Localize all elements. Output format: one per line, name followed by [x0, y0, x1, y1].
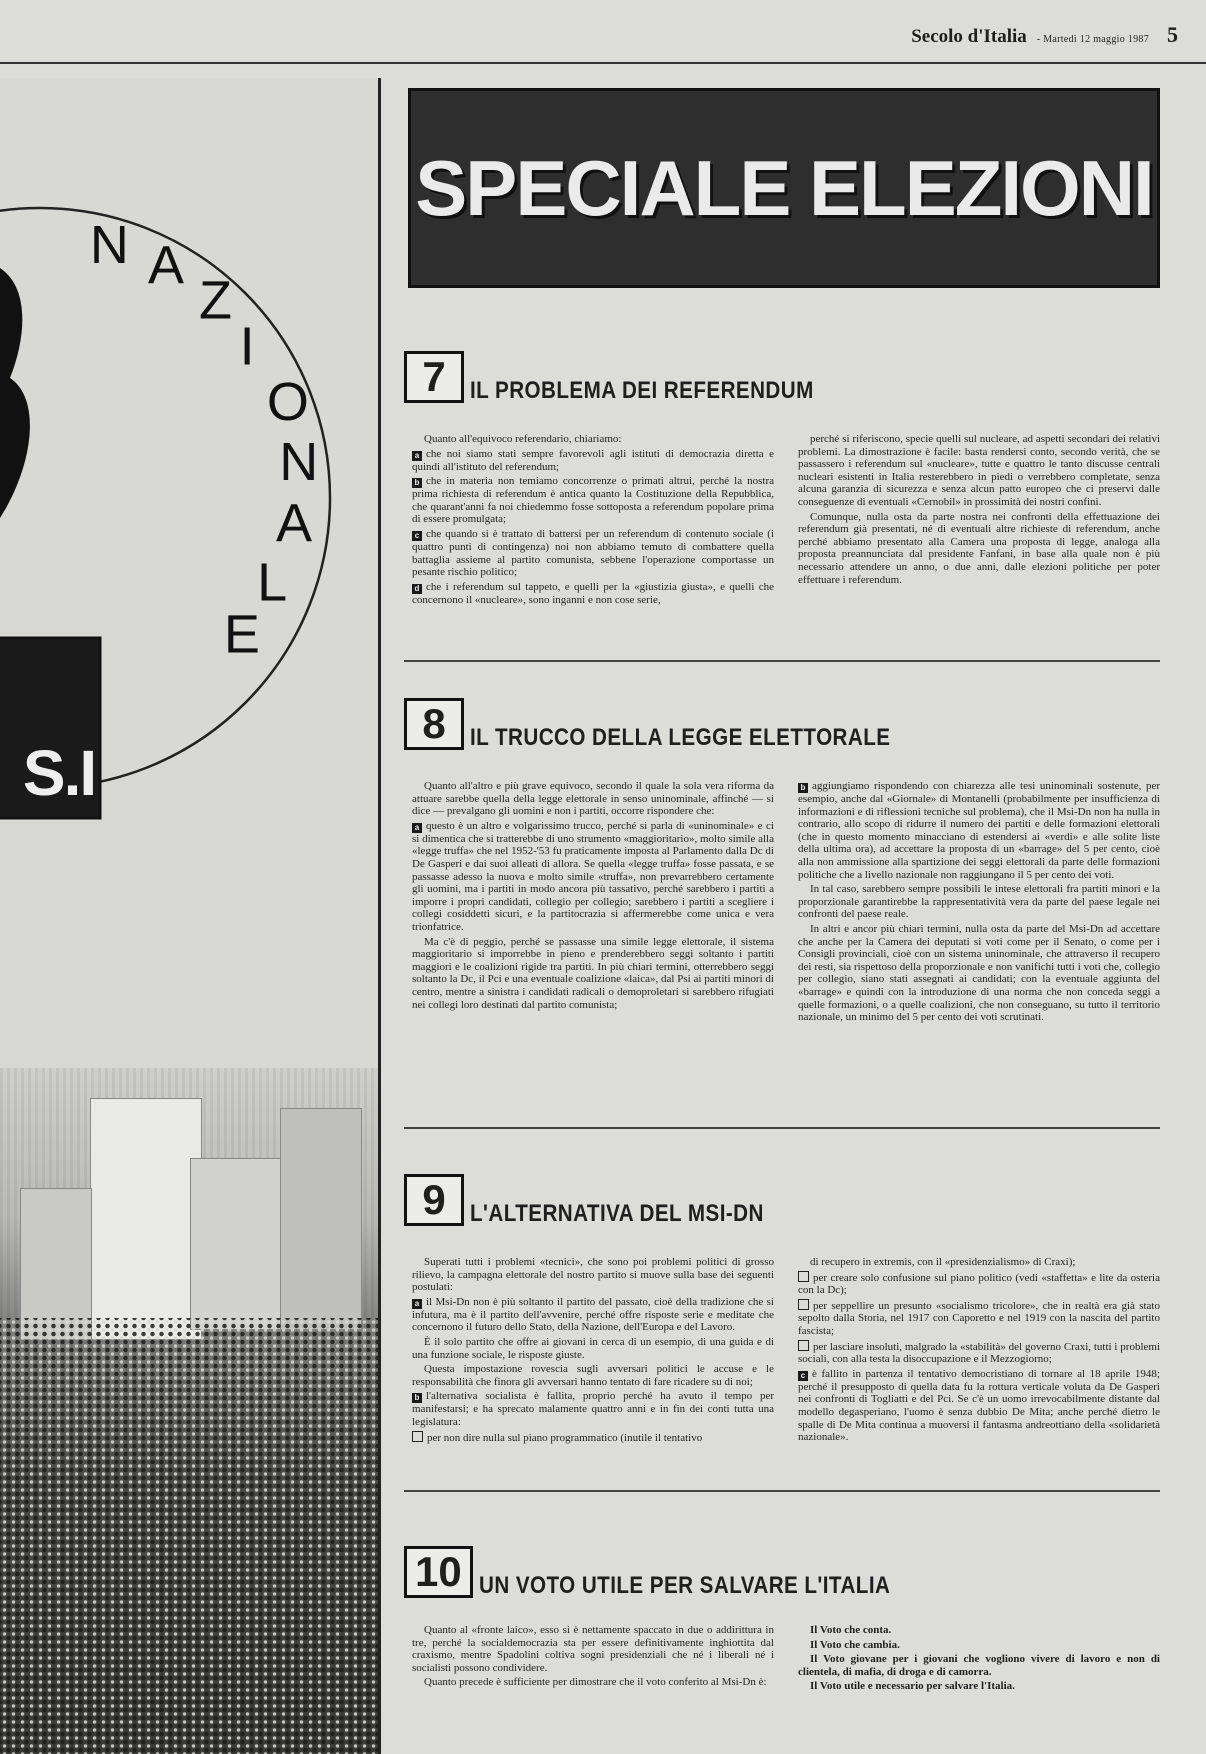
checkbox-bullet-icon	[798, 1299, 809, 1310]
article-paragraph	[412, 433, 774, 446]
paragraph-text: l'alternativa socialista è fallita, proprio perché ha avuto il tempo per manifestarsi; e ha sprecato malamente quattro anni e in fin dei conti tutta una legislatura:	[412, 1390, 774, 1428]
emblem-nazionale-text: N AZIO N A L E	[89, 215, 319, 665]
article-paragraph	[412, 1624, 774, 1674]
letter-marker: b	[412, 1393, 422, 1403]
paragraph-text: In altri e ancor più chiari termini, nulla osta da parte del Msi-Dn ad accettare che anche per la Camera dei deputati si voti come per il Senato, o come per i Consigli provinciali, cioè con un sistema uninominale, che attraverso il recupero dei resti, sia rispettoso della proporzionale e non vanifichi tutti i voti che, collegio per collegio, siano stati assegnati ai candidati; con la eventuale aggiunta del «barrage» e quindi con la introduzione di una norma che non conceda seggi a quelle formazioni, o a quelle coalizioni, che non conseguano, su tutto il territorio nazionale, un minimo del 5 per cento dei voti scrutinati.	[798, 922, 1160, 1024]
article-paragraph	[798, 1299, 1160, 1338]
section-left-column	[412, 780, 774, 1026]
paragraph-text: Ma c'è di peggio, perché se passasse una simile legge elettorale, il sistema maggioritario si imporrebbe in pieno e prenderebbero seggi soltanto i partiti maggiori e le coalizioni rigide tra partiti. In più chiari termini, otterrebbero seggi soltanto la Dc, il Pci e una eventuale coalizione «laica», dal Psi ai partiti minori di centro, mentre a sinistra i candidati radicali o demoproletari si sarebbero rifugiati nei collegi loro destinati dal partito comunista;	[412, 935, 774, 1011]
issue-date: - Martedì 12 maggio 1987	[1036, 34, 1149, 45]
section-title: IL PROBLEMA DEI REFERENDUM	[470, 377, 814, 404]
section-header	[404, 345, 1160, 403]
section-header	[404, 692, 1160, 750]
paragraph-text: di recupero in extremis, con il «presidenzialismo» di Craxi);	[810, 1256, 1076, 1268]
slogan-line: Il Voto giovane per i giovani che vogliono vivere di lavoro e non di clientela, di mafia, di droga e di camorra.	[798, 1653, 1160, 1678]
section-left-column	[412, 1256, 774, 1446]
crowd-people	[0, 1318, 378, 1754]
section-number: 7	[404, 351, 464, 403]
article-paragraph	[412, 820, 774, 934]
section-right-column	[798, 780, 1160, 1026]
paragraph-text: Quanto precede è sufficiente per dimostrare che il voto conferito al Msi-Dn è:	[424, 1676, 767, 1689]
msi-emblem	[0, 78, 378, 1078]
page-header	[911, 22, 1178, 48]
letter-marker: a	[412, 451, 422, 461]
article-paragraph	[412, 475, 774, 526]
section-8	[404, 692, 1160, 1026]
section-9	[404, 1168, 1160, 1446]
section-number: 10	[404, 1546, 473, 1598]
header-rule	[0, 62, 1206, 64]
paragraph-text: Quanto all'equivoco referendario, chiariamo:	[424, 433, 622, 445]
slogan-line: Il Voto che conta.	[810, 1624, 892, 1636]
article-paragraph	[798, 1340, 1160, 1366]
section-divider	[404, 1127, 1160, 1129]
article-paragraph	[412, 1431, 774, 1445]
slogan-column	[798, 1624, 1160, 1695]
section-title: L'ALTERNATIVA DEL MSI-DN	[470, 1200, 764, 1227]
section-7	[404, 345, 1160, 608]
section-number: 9	[404, 1174, 464, 1226]
section-number: 8	[404, 698, 464, 750]
section-right-column	[798, 433, 1160, 608]
checkbox-bullet-icon	[412, 1431, 423, 1442]
page-number: 5	[1167, 22, 1178, 47]
paragraph-text: per creare solo confusione sul piano politico (vedi «staffetta» e lite da osteria con la Dc);	[798, 1271, 1160, 1297]
section-divider	[404, 660, 1160, 662]
article-paragraph	[412, 1676, 774, 1689]
paragraph-text: aggiungiamo rispondendo con chiarezza alle tesi uninominali sostenute, per esempio, anche dal «Giornale» di Montanelli (probabilmente per insufficienza di informazioni e di riflessioni tecniche sul problema), che il Msi-Dn non ha nulla in contrario, allo scopo di ridurre il numero dei partiti e delle formazioni elettorali (che in questo momento minacciano di estendersi ai «verdi» e alle solite liste della ultima ora), ad accettare la proposta di un «barrage» del 5 per cento, cioè alla non ammissione alla spartizione dei seggi elettorali da parte delle formazioni politiche che a livello nazionale non raggiungano il 5 per cento dei voti.	[798, 780, 1160, 881]
letter-marker: c	[798, 1371, 808, 1381]
poster-panel	[0, 78, 381, 1754]
slogan-line: Il Voto che cambia.	[810, 1638, 900, 1651]
msi-badge-label: S.I	[22, 737, 96, 809]
article-paragraph	[412, 1390, 774, 1428]
section-title: IL TRUCCO DELLA LEGGE ELETTORALE	[470, 724, 891, 751]
section-divider	[404, 1490, 1160, 1492]
article-paragraph	[412, 1296, 774, 1334]
section-left-column	[412, 433, 774, 608]
section-title: UN VOTO UTILE PER SALVARE L'ITALIA	[478, 1572, 891, 1599]
letter-marker: b	[798, 783, 808, 793]
letter-marker: d	[412, 584, 422, 594]
article-paragraph	[798, 1271, 1160, 1297]
section-10	[404, 1540, 1160, 1695]
letter-marker: b	[412, 478, 422, 488]
paragraph-text: è fallito in partenza il tentativo democristiano di tornare al 18 aprile 1948; perché il presupposto di quella data fu la rottura verticale voluta da De Gasperi nei confronti di Togliatti e del Pci. Se c'è un uomo irrevocabilmente distante dal modello degasperiano, l'uomo è senza dubbio De Mita; anche perché dietro le spalle di De Mita continua a muoversi il fantasma andreottiano della «solidarietà nazionale».	[798, 1367, 1160, 1444]
paragraph-text: che i referendum sul tappeto, e quelli per la «giustizia giusta», e quelli che concernono il «nucleare», sono inganni e non cose serie,	[412, 580, 774, 606]
article-paragraph	[412, 448, 774, 474]
article-paragraph	[798, 433, 1160, 509]
paragraph-text: In tal caso, sarebbero sempre possibili le intese elettorali fra partiti minori e la proporzionale garantirebbe la rappresentatività vera da parte del paese legale nei confronti del paese reale.	[798, 883, 1160, 921]
paragraph-text: Superati tutti i problemi «tecnici», che sono poi problemi politici di grosso rilievo, la campagna elettorale del nostro partito si muove sulla base dei seguenti postulati:	[412, 1256, 774, 1294]
article-paragraph	[798, 923, 1160, 1024]
checkbox-bullet-icon	[798, 1271, 809, 1282]
article-paragraph	[412, 581, 774, 607]
paragraph-text: che quando si è trattato di battersi per un referendum di contenuto sociale (i quattro punti di contingenza) noi non abbiamo temuto di combattere quella battaglia assieme al partito comunista, sebbene l'operazione comportasse un pesante rischio politico;	[412, 527, 774, 579]
paragraph-text: Quanto al «fronte laico», esso si è nettamente spaccato in due o addirittura in tre, perché la socialdemocrazia sta per essere definitivamente inghiottita dal craxismo, mentre Spadolini coltiva sogni presidenziali che né i liberali né i socialisti possono condividere.	[412, 1624, 774, 1674]
paragraph-text: il Msi-Dn non è più soltanto il partito del passato, cioè della tradizione che si infutura, ma è il partito dell'avvenire, perché offre risposte serie e meditate che concernono il futuro dello Stato, della Nazione, dell'Europa e del Lavoro.	[412, 1295, 774, 1334]
paragraph-text: che in materia non temiamo concorrenze o primati altrui, perché la nostra prima richiesta di referendum è antica quanto la Costituzione della Repubblica, che quarant'anni fa noi chiedemmo fosse sottoposta a referendum popolare prima di essere promulgata;	[412, 475, 774, 526]
article-paragraph	[412, 528, 774, 579]
article-paragraph	[412, 1256, 774, 1294]
banner-title: SPECIALE ELEZIONI	[415, 143, 1153, 232]
paragraph-text: Comunque, nulla osta da parte nostra nei confronti della effettuazione dei referendum già presentati, né di eventuali altre richieste di referendum, anche perché abbiamo presentato alla Camera una proposta di legge, analoga alla proposta preannunciata dal presidente Fanfani, in base alla quale non è più necessario attendere un anno, o due anni, dalle elezioni politiche per poter effettuare i referendum.	[798, 510, 1160, 586]
article-paragraph	[798, 780, 1160, 881]
newspaper-name: Secolo d'Italia	[911, 26, 1027, 47]
article-paragraph	[798, 1256, 1160, 1269]
article-paragraph	[412, 936, 774, 1012]
article-paragraph	[798, 511, 1160, 587]
paragraph-text: per seppellire un presunto «socialismo tricolore», che in realtà era già stato sepolto dalla Storia, nel 1917 con Caporetto e nel 1919 con la nascita del partito fascista;	[798, 1299, 1160, 1337]
paragraph-text: Questa impostazione rovescia sugli avversari politici le accuse e le responsabilità che finora gli avversari hanno tentato di fare ricadere su di noi;	[412, 1363, 774, 1388]
letter-marker: a	[412, 823, 422, 833]
paragraph-text: per non dire nulla sul piano programmatico (inutile il tentativo	[427, 1431, 703, 1444]
checkbox-bullet-icon	[798, 1340, 809, 1351]
article-paragraph	[412, 1336, 774, 1361]
slogan-line: Il Voto utile e necessario per salvare l'Italia.	[810, 1680, 1015, 1693]
article-paragraph	[798, 1368, 1160, 1444]
letter-marker: a	[412, 1299, 422, 1309]
article-paragraph	[798, 883, 1160, 921]
paragraph-text: questo è un altro e volgarissimo trucco, perché si parla di «uninominale» e ci si dimentica che si tratterebbe di uno strumento «maggioritario», molto simile alla «legge truffa» che nel 1952-'53 fu praticamente imposta al Parlamento dalla Dc di De Gasperi e dai suoi alleati di allora. Se quella «legge truffa» fosse passata, e se passasse adesso la nuova e molto simile «truffa», non prevarrebbero certamente gli uomini, ma i partiti in modo ancora più tassativo, perché sarebbero i partiti a imporre i propri candidati, collegio per collegio; sarebbero i partiti a scegliere i collegi cosiddetti sicuri, e la partitocrazia si affermerebbe come unica e vera trionfatrice.	[412, 819, 774, 933]
paragraph-text: È il solo partito che offre ai giovani in cerca di un esempio, di una guida e di una funzione sociale, le risposte giuste.	[412, 1335, 774, 1361]
section-right-column	[798, 1256, 1160, 1446]
section-left-column	[412, 1624, 774, 1695]
article-paragraph	[412, 780, 774, 818]
paragraph-text: Quanto all'altro e più grave equivoco, secondo il quale la sola vera riforma da attuare sarebbe quella della legge elettorale in senso uninominale, affinché — si dice — prevalgano gli uomini e non i partiti, occorre rispondere che:	[412, 780, 774, 818]
paragraph-text: perché si riferiscono, specie quelli sul nucleare, ad aspetti secondari dei relativi problemi. La dimostrazione è facile: basta rendersi conto, secondo verità, che se passassero i referendum sul «nucleare», tutte e quattro le tanto discusse centrali nucleari esistenti in Italia resterebbero in piedi o verrebbero completate, senza alcuna garanzia di sicurezza e senza alcun patto europeo che ci preservi dalle conseguenze di eventuali «Cernobil» in prossimità dei nostri confini.	[798, 433, 1160, 508]
article-paragraph	[412, 1363, 774, 1388]
section-header	[404, 1168, 1160, 1226]
paragraph-text: che noi siamo stati sempre favorevoli agli istituti di democrazia diretta e quindi all'istituto del referendum;	[412, 447, 774, 473]
section-header	[404, 1540, 1160, 1598]
letter-marker: c	[412, 531, 422, 541]
special-banner	[408, 88, 1160, 288]
crowd-photo	[0, 1068, 378, 1754]
paragraph-text: per lasciare insoluti, malgrado la «stabilità» del governo Craxi, tutti i problemi sociali, con alla testa la disoccupazione e il Mezzogiorno;	[798, 1340, 1160, 1366]
